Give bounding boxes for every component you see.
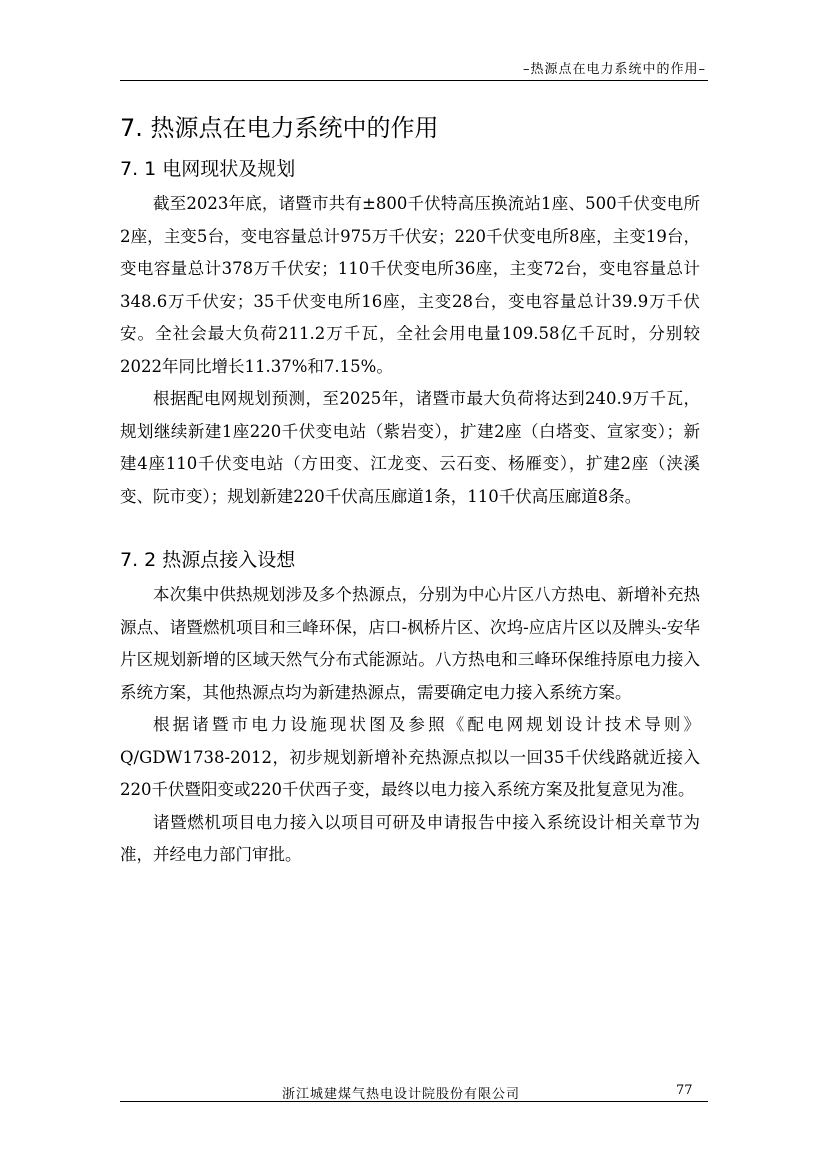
page-number: 77 <box>676 1083 693 1098</box>
subsection-title-access-plan: 7. 2 热源点接入设想 <box>120 549 296 571</box>
header-rule <box>120 80 708 81</box>
paragraph-grid-plan: 根据配电网规划预测，至2025年，诸暨市最大负荷将达到240.9万千瓦，规划继续新建1座220千伏变电站（紫岩变），扩建2座（白塔变、宣家变）；新建4座110千伏变电站（方田变、江龙变、云石变、杨雁变），扩建2座（浃溪变、阮市变）；规划新建220千伏高压廊道1条，110千伏高压廊道8条。 <box>120 389 700 506</box>
footer-rule <box>120 1101 708 1102</box>
section-title: 7. 热源点在电力系统中的作用 <box>120 114 439 142</box>
footer-company: 浙江城建煤气热电设计院股份有限公司 <box>282 1087 521 1102</box>
paragraph-heat-sources: 本次集中供热规划涉及多个热源点，分别为中心片区八方热电、新增补充热源点、诸暨燃机项目和三峰环保，店口-枫桥片区、次坞-应店片区以及牌头-安华片区规划新增的区域天然气分布式能源站。八方热电和三峰环保维持原电力接入系统方案，其他热源点均为新建热源点，需要确定电力接入系统方案。 <box>120 585 700 702</box>
paragraph-grid-status: 截至2023年底，诸暨市共有±800千伏特高压换流站1座、500千伏变电所2座，主变5台，变电容量总计975万千伏安；220千伏变电所8座，主变19台，变电容量总计378万千伏安；110千伏变电所36座，主变72台，变电容量总计348.6万千伏安；35千伏变电所16座，主变28台，变电容量总计39.9万千伏安。全社会最大负荷211.2万千瓦，全社会用电量109.58亿千瓦时，分别较2022年同比增长11.37%和7.15%。 <box>120 194 700 376</box>
paragraph-access-guideline: 根据诸暨市电力设施现状图及参照《配电网规划设计技术导则》Q/GDW1738-2012，初步规划新增补充热源点拟以一回35千伏线路就近接入220千伏暨阳变或220千伏西子变，最终以电力接入系统方案及批复意见为准。 <box>120 715 700 799</box>
paragraph-gas-turbine-access: 诸暨燃机项目电力接入以项目可研及申请报告中接入系统设计相关章节为准，并经电力部门审批。 <box>120 812 700 864</box>
page-content <box>120 100 700 872</box>
subsection-title-grid-status: 7. 1 电网现状及规划 <box>120 158 296 180</box>
running-header: –热源点在电力系统中的作用– <box>522 62 706 77</box>
